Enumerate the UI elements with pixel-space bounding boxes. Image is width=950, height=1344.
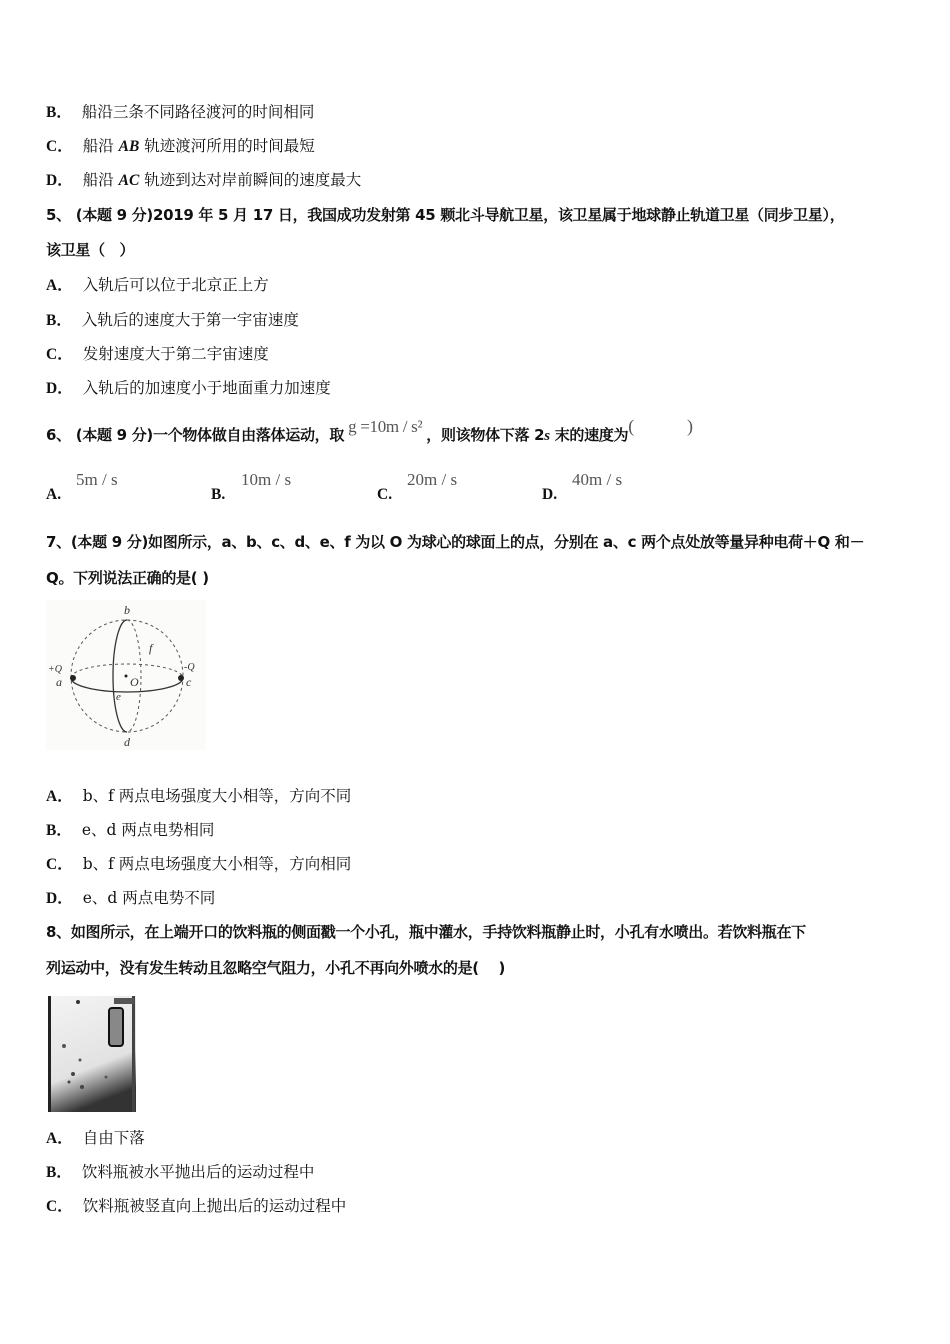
option-letter: C．	[46, 346, 73, 363]
option-text: 入轨后的加速度小于地面重力加速度	[82, 379, 331, 397]
q5-option-b	[46, 310, 299, 331]
option-text: b、f 两点电场强度大小相等，方向相同	[82, 855, 352, 873]
option-letter: C．	[46, 138, 73, 155]
option-text: 船沿三条不同路径渡河的时间相同	[81, 103, 315, 121]
option-letter: B．	[46, 822, 72, 839]
label-o: O	[130, 675, 139, 689]
option-letter: A．	[46, 788, 73, 805]
option-value: 10m / s	[241, 470, 292, 489]
q8-option-a	[46, 1128, 145, 1149]
option-text: e、d 两点电势不同	[82, 889, 216, 907]
option-letter: A.	[46, 486, 62, 503]
label-minus-q: -Q	[184, 662, 195, 673]
q5-option-c	[46, 344, 269, 365]
label-d: d	[124, 735, 130, 749]
option-letter: B．	[46, 104, 72, 121]
q8-option-b	[46, 1162, 314, 1183]
q5-stem-line2: 该卫星（ ）	[46, 241, 135, 259]
option-text-post: 轨迹渡河所用的时间最短	[139, 137, 315, 155]
label-c: c	[186, 675, 192, 689]
option-letter: C．	[46, 856, 73, 873]
q6-stem	[46, 416, 693, 446]
option-text-pre: 船沿	[82, 171, 119, 189]
gravity-formula: g =10m / s²	[348, 417, 423, 436]
label-a: a	[56, 675, 62, 689]
sphere-diagram	[46, 600, 206, 750]
option-text: 入轨后可以位于北京正上方	[82, 276, 269, 294]
answer-blank: ( )	[628, 416, 693, 436]
q8-stem-line2: 列运动中，没有发生转动且忽略空气阻力，小孔不再向外喷水的是( )	[46, 959, 506, 977]
q7-option-a	[46, 786, 351, 807]
path-variable: AB	[118, 138, 140, 155]
q5-option-d	[46, 378, 331, 399]
option-text: 自由下落	[82, 1129, 145, 1147]
q7-stem-line1: 7、(本题 9 分)如图所示，a、b、c、d、e、f 为以 O 为球心的球面上的点，分别在 a、c 两个点处放等量异种电荷＋Q 和－	[46, 533, 865, 551]
q4-option-d	[46, 170, 361, 191]
option-letter: D.	[542, 486, 558, 503]
q4-option-c	[46, 136, 315, 157]
option-letter: B．	[46, 312, 72, 329]
option-text-pre: 船沿	[82, 137, 119, 155]
option-letter: C.	[377, 486, 393, 503]
q8-option-c	[46, 1196, 346, 1217]
option-letter: D．	[46, 172, 73, 189]
q5-option-a	[46, 275, 269, 296]
option-letter: A．	[46, 277, 73, 294]
option-letter: D．	[46, 380, 73, 397]
label-e: e	[116, 691, 121, 703]
path-variable: AC	[118, 172, 140, 189]
q7-option-b	[46, 820, 214, 841]
q4-option-b	[46, 102, 314, 123]
option-text: 饮料瓶被竖直向上抛出后的运动过程中	[82, 1197, 347, 1215]
option-letter: A．	[46, 1130, 73, 1147]
label-f: f	[149, 641, 153, 655]
label-plus-q: +Q	[48, 664, 62, 675]
q6-stem-mid: ，则该物体下落 2	[426, 426, 545, 444]
q7-option-d	[46, 888, 215, 909]
q6-stem-pre: 6、 (本题 9 分)一个物体做自由落体运动，取	[46, 426, 345, 444]
option-text: b、f 两点电场强度大小相等，方向不同	[82, 787, 352, 805]
option-letter: C．	[46, 1198, 73, 1215]
option-value: 40m / s	[572, 470, 623, 489]
bottle-photo	[46, 994, 138, 1114]
option-letter: B．	[46, 1164, 72, 1181]
option-text: e、d 两点电势相同	[81, 821, 215, 839]
option-text-post: 轨迹到达对岸前瞬间的速度最大	[139, 171, 362, 189]
q8-stem-line1: 8、如图所示，在上端开口的饮料瓶的侧面戳一个小孔，瓶中灌水，手持饮料瓶静止时，小孔有水喷出。若饮料瓶在下	[46, 923, 806, 941]
option-text: 入轨后的速度大于第一宇宙速度	[81, 311, 299, 329]
q7-option-c	[46, 854, 351, 875]
option-letter: B.	[211, 486, 226, 503]
unit-s: s	[544, 428, 550, 444]
sphere-charge-figure	[46, 600, 206, 750]
bottle-image	[46, 994, 138, 1114]
option-value: 5m / s	[76, 470, 118, 489]
q5-stem-line1: 5、 (本题 9 分)2019 年 5 月 17 日，我国成功发射第 45 颗北斗导航卫星，该卫星属于地球静止轨道卫星（同步卫星），	[46, 206, 845, 224]
option-letter: D．	[46, 890, 73, 907]
label-b: b	[124, 603, 130, 617]
option-value: 20m / s	[407, 470, 458, 489]
option-text: 饮料瓶被水平抛出后的运动过程中	[81, 1163, 315, 1181]
q7-stem-line2: Q。下列说法正确的是( )	[46, 569, 209, 587]
q6-stem-post: 末的速度为	[549, 426, 629, 444]
option-text: 发射速度大于第二宇宙速度	[82, 345, 269, 363]
